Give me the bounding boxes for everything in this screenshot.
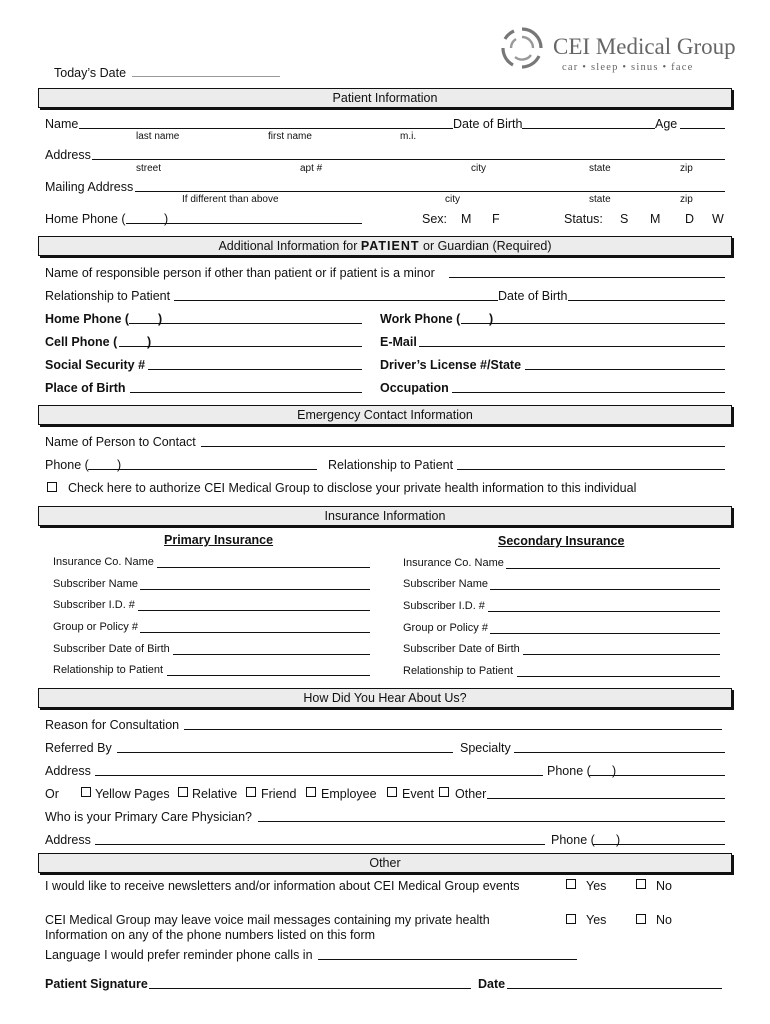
primary-co-name-field[interactable] — [157, 567, 370, 568]
responsible-dob-label: Date of Birth — [498, 289, 568, 303]
additional-header-patient: PATIENT — [360, 239, 420, 253]
primary-group-policy-label: Group or Policy # — [53, 621, 138, 633]
employee-label: Employee — [321, 787, 377, 801]
secondary-subscriber-name-field[interactable] — [490, 589, 720, 590]
section-header-patient-information: Patient Information — [38, 88, 732, 108]
other-label: Other — [455, 787, 487, 801]
newsletter-no-label: No — [656, 879, 672, 893]
place-of-birth-label: Place of Birth — [45, 381, 126, 395]
additional-header-prefix: Additional Information for — [218, 239, 358, 253]
secondary-subscriber-id-label: Subscriber I.D. # — [403, 600, 485, 612]
cell-phone-field[interactable] — [119, 346, 362, 347]
language-label: Language I would prefer reminder phone calls in — [45, 948, 313, 962]
drivers-license-label: Driver’s License #/State — [380, 358, 522, 372]
specialty-label: Specialty — [460, 741, 511, 755]
secondary-group-policy-label: Group or Policy # — [403, 622, 488, 634]
todays-date-label: Today’s Date — [54, 66, 127, 80]
pcp-address-field[interactable] — [95, 844, 545, 845]
additional-header-suffix: or Guardian (Required) — [423, 239, 552, 253]
secondary-subscriber-id-field[interactable] — [488, 611, 720, 612]
friend-label: Friend — [261, 787, 297, 801]
emergency-relationship-field[interactable] — [457, 469, 725, 470]
event-checkbox[interactable] — [387, 787, 397, 797]
secondary-subscriber-dob-field[interactable] — [523, 654, 720, 655]
apt-caption: apt # — [300, 163, 323, 174]
occupation-label: Occupation — [380, 381, 449, 395]
voicemail-label-line1: CEI Medical Group may leave voice mail messages containing my private health — [45, 913, 490, 927]
primary-subscriber-name-label: Subscriber Name — [53, 578, 138, 590]
address-label: Address — [45, 148, 91, 162]
referrer-address-label: Address — [45, 764, 91, 778]
additional-home-phone-label: Home Phone ( — [45, 312, 130, 326]
relationship-label: Relationship to Patient — [45, 289, 171, 303]
pcp-field[interactable] — [258, 821, 725, 822]
primary-subscriber-dob-label: Subscriber Date of Birth — [53, 643, 170, 655]
dob-field[interactable] — [522, 128, 655, 129]
emergency-name-label: Name of Person to Contact — [45, 435, 196, 449]
name-field[interactable] — [79, 128, 453, 129]
logo-title: CEI Medical Group — [553, 34, 736, 59]
primary-group-policy-field[interactable] — [140, 632, 370, 633]
secondary-group-policy-field[interactable] — [490, 633, 720, 634]
language-field[interactable] — [318, 959, 577, 960]
todays-date-field[interactable] — [132, 76, 280, 77]
voicemail-yes-label: Yes — [586, 913, 607, 927]
primary-subscriber-id-label: Subscriber I.D. # — [53, 599, 135, 611]
status-option-d[interactable]: D — [685, 212, 695, 226]
patient-signature-field[interactable] — [149, 988, 471, 989]
relative-label: Relative — [192, 787, 238, 801]
signature-date-field[interactable] — [507, 988, 722, 989]
section-header-other: Other — [38, 853, 732, 873]
home-phone-label: Home Phone ( — [45, 212, 126, 226]
primary-subscriber-name-field[interactable] — [140, 589, 370, 590]
section-header-insurance: Insurance Information — [38, 506, 732, 526]
additional-home-phone-field[interactable] — [129, 323, 362, 324]
emergency-phone-paren: ) — [117, 458, 122, 472]
dob-label: Date of Birth — [453, 117, 523, 131]
mi-caption: m.i. — [400, 131, 417, 142]
or-label: Or — [45, 787, 59, 801]
responsible-person-field[interactable] — [449, 277, 725, 278]
secondary-insurance-title: Secondary Insurance — [498, 534, 625, 548]
secondary-co-name-field[interactable] — [506, 568, 720, 569]
referred-by-field[interactable] — [117, 752, 453, 753]
mailing-address-label: Mailing Address — [45, 180, 134, 194]
authorize-disclosure-label: Check here to authorize CEI Medical Group to disclose your private health information to this individual — [68, 481, 637, 495]
mailing-city-caption: city — [445, 194, 460, 205]
pcp-phone-paren: ) — [616, 833, 621, 847]
reason-label: Reason for Consultation — [45, 718, 180, 732]
other-checkbox[interactable] — [439, 787, 449, 797]
relative-checkbox[interactable] — [178, 787, 188, 797]
last-name-caption: last name — [136, 131, 180, 142]
specialty-field[interactable] — [514, 752, 725, 753]
yellow-pages-label: Yellow Pages — [95, 787, 170, 801]
status-option-w[interactable]: W — [712, 212, 724, 226]
street-caption: street — [136, 163, 162, 174]
reason-field[interactable] — [184, 729, 722, 730]
employee-checkbox[interactable] — [306, 787, 316, 797]
patient-signature-label: Patient Signature — [45, 977, 148, 991]
place-of-birth-field[interactable] — [130, 392, 362, 393]
pcp-phone-field[interactable] — [593, 844, 725, 845]
first-name-caption: first name — [268, 131, 312, 142]
event-label: Event — [402, 787, 434, 801]
cei-logo-icon — [500, 26, 544, 70]
newsletter-no-checkbox[interactable] — [636, 879, 646, 889]
primary-relationship-field[interactable] — [167, 675, 370, 676]
secondary-co-name-label: Insurance Co. Name — [403, 557, 504, 569]
referrer-phone-label: Phone ( — [547, 764, 591, 778]
referred-by-label: Referred By — [45, 741, 112, 755]
zip-caption: zip — [680, 163, 693, 174]
additional-home-phone-paren: ) — [158, 312, 163, 326]
newsletter-yes-checkbox[interactable] — [566, 879, 576, 889]
referrer-address-field[interactable] — [95, 775, 543, 776]
relationship-field[interactable] — [174, 300, 498, 301]
city-caption: city — [471, 163, 486, 174]
pcp-phone-label: Phone ( — [551, 833, 595, 847]
cell-phone-paren: ) — [147, 335, 152, 349]
voicemail-no-checkbox[interactable] — [636, 914, 646, 924]
ssn-label: Social Security # — [45, 358, 146, 372]
secondary-relationship-label: Relationship to Patient — [403, 665, 514, 677]
ssn-field[interactable] — [148, 369, 362, 370]
section-header-additional-information — [38, 236, 732, 256]
email-field[interactable] — [419, 346, 725, 347]
emergency-phone-label: Phone ( — [45, 458, 89, 472]
emergency-phone-field[interactable] — [88, 469, 317, 470]
cell-phone-label: Cell Phone ( — [45, 335, 118, 349]
yellow-pages-checkbox[interactable] — [81, 787, 91, 797]
work-phone-label: Work Phone ( — [380, 312, 461, 326]
mailing-address-field[interactable] — [135, 191, 725, 192]
signature-date-label: Date — [478, 977, 506, 991]
primary-relationship-label: Relationship to Patient — [53, 664, 164, 676]
home-phone-paren: ) — [164, 212, 169, 226]
if-different-caption: If different than above — [182, 194, 279, 205]
newsletter-label: I would like to receive newsletters and/or information about CEI Medical Group events — [45, 879, 520, 893]
other-field[interactable] — [487, 798, 725, 799]
primary-co-name-label: Insurance Co. Name — [53, 556, 154, 568]
occupation-field[interactable] — [452, 392, 725, 393]
age-field[interactable] — [680, 128, 725, 129]
mailing-state-caption: state — [589, 194, 611, 205]
pcp-label: Who is your Primary Care Physician? — [45, 810, 253, 824]
referrer-phone-field[interactable] — [589, 775, 725, 776]
secondary-subscriber-dob-label: Subscriber Date of Birth — [403, 643, 520, 655]
sex-label: Sex: — [422, 212, 448, 226]
drivers-license-field[interactable] — [525, 369, 725, 370]
state-caption: state — [589, 163, 611, 174]
status-option-s[interactable]: S — [620, 212, 629, 226]
primary-insurance-title: Primary Insurance — [164, 533, 274, 547]
address-field[interactable] — [92, 159, 725, 160]
sex-option-f[interactable]: F — [492, 212, 500, 226]
voicemail-label-line2: Information on any of the phone numbers listed on this form — [45, 928, 376, 942]
sex-option-m[interactable]: M — [461, 212, 472, 226]
responsible-person-label: Name of responsible person if other than patient or if patient is a minor — [45, 266, 435, 280]
section-header-how-did-you-hear: How Did You Hear About Us? — [38, 688, 732, 708]
secondary-relationship-field[interactable] — [517, 676, 720, 677]
pcp-address-label: Address — [45, 833, 91, 847]
work-phone-paren: ) — [489, 312, 494, 326]
emergency-name-field[interactable] — [201, 446, 725, 447]
primary-subscriber-id-field[interactable] — [138, 610, 370, 611]
responsible-dob-field[interactable] — [568, 300, 725, 301]
voicemail-no-label: No — [656, 913, 672, 927]
voicemail-yes-checkbox[interactable] — [566, 914, 576, 924]
mailing-zip-caption: zip — [680, 194, 693, 205]
newsletter-yes-label: Yes — [586, 879, 607, 893]
section-header-emergency-contact: Emergency Contact Information — [38, 405, 732, 425]
email-label: E-Mail — [380, 335, 417, 349]
status-option-m[interactable]: M — [650, 212, 661, 226]
authorize-disclosure-checkbox[interactable] — [47, 482, 57, 492]
age-label: Age — [655, 117, 678, 131]
emergency-relationship-label: Relationship to Patient — [328, 458, 454, 472]
logo-tagline: car • sleep • sinus • face — [562, 62, 694, 73]
secondary-subscriber-name-label: Subscriber Name — [403, 578, 488, 590]
primary-subscriber-dob-field[interactable] — [173, 654, 370, 655]
friend-checkbox[interactable] — [246, 787, 256, 797]
referrer-phone-paren: ) — [612, 764, 617, 778]
status-label: Status: — [564, 212, 603, 226]
home-phone-field[interactable] — [126, 223, 362, 224]
name-label: Name — [45, 117, 79, 131]
work-phone-field[interactable] — [461, 323, 725, 324]
